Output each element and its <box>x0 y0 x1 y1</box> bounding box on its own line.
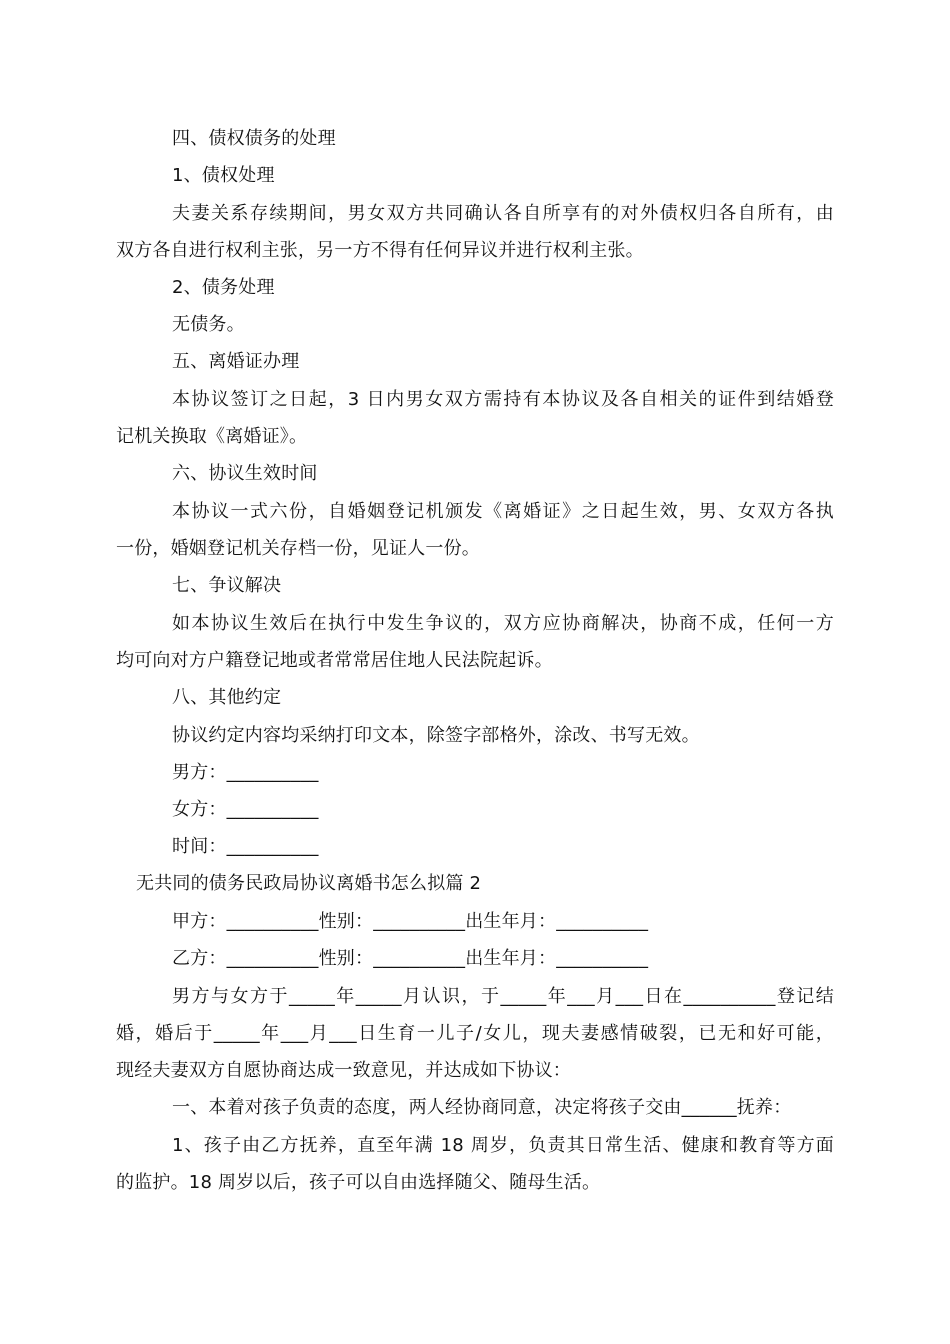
signature-date: 时间：__________ <box>172 836 319 857</box>
paragraph-line: 本协议签订之日起，3 日内男女双方需持有本协议及各自相关的证件到结婚登 <box>172 389 834 410</box>
heading-effective-time: 六、协议生效时间 <box>172 463 318 484</box>
paragraph-line: 无债务。 <box>172 314 245 335</box>
paragraph-line: 男方与女方于_____年_____月认识，于_____年___月___日在__________登记结 <box>172 986 834 1007</box>
clause-custody: 一、本着对孩子负责的态度，两人经协商同意，决定将孩子交由______抚养： <box>172 1097 792 1118</box>
heading-debt-handling: 四、债权债务的处理 <box>172 128 336 149</box>
paragraph-line: 记机关换取《离婚证》。 <box>116 426 308 447</box>
paragraph-line: 本协议一式六份，自婚姻登记机颁发《离婚证》之日起生效，男、女双方各执 <box>172 501 834 522</box>
signature-male: 男方：__________ <box>172 762 319 783</box>
paragraph-line: 如本协议生效后在执行中发生争议的，双方应协商解决，协商不成，任何一方 <box>172 613 834 634</box>
party-a-line: 甲方：__________性别：__________出生年月：__________ <box>172 911 649 932</box>
paragraph-line: 夫妻关系存续期间，男女双方共同确认各自所享有的对外债权归各自所有，由 <box>172 203 834 224</box>
subheading-claims: 1、债权处理 <box>172 165 275 186</box>
paragraph-line: 双方各自进行权利主张，另一方不得有任何异议并进行权利主张。 <box>116 240 644 261</box>
paragraph-line: 现经夫妻双方自愿协商达成一致意见，并达成如下协议： <box>116 1060 571 1081</box>
heading-other: 八、其他约定 <box>172 687 282 708</box>
signature-female: 女方：__________ <box>172 799 319 820</box>
section-title: 无共同的债务民政局协议离婚书怎么拟篇 2 <box>136 873 482 894</box>
paragraph-line: 婚，婚后于_____年___月___日生育一儿子/女儿，现夫妻感情破裂，已无和好可能， <box>116 1023 834 1044</box>
subheading-debts: 2、债务处理 <box>172 277 275 298</box>
party-b-line: 乙方：__________性别：__________出生年月：__________ <box>172 948 649 969</box>
paragraph-line: 1、孩子由乙方抚养，直至年满 18 周岁，负责其日常生活、健康和教育等方面 <box>172 1135 834 1156</box>
paragraph-line: 协议约定内容均采纳打印文本，除签字部格外，涂改、书写无效。 <box>172 725 700 746</box>
heading-certificate: 五、离婚证办理 <box>172 351 300 372</box>
paragraph-line: 一份，婚姻登记机关存档一份，见证人一份。 <box>116 538 480 559</box>
heading-dispute: 七、争议解决 <box>172 575 282 596</box>
paragraph-line: 均可向对方户籍登记地或者常常居住地人民法院起诉。 <box>116 650 553 671</box>
paragraph-line: 的监护。18 周岁以后，孩子可以自由选择随父、随母生活。 <box>116 1172 601 1193</box>
